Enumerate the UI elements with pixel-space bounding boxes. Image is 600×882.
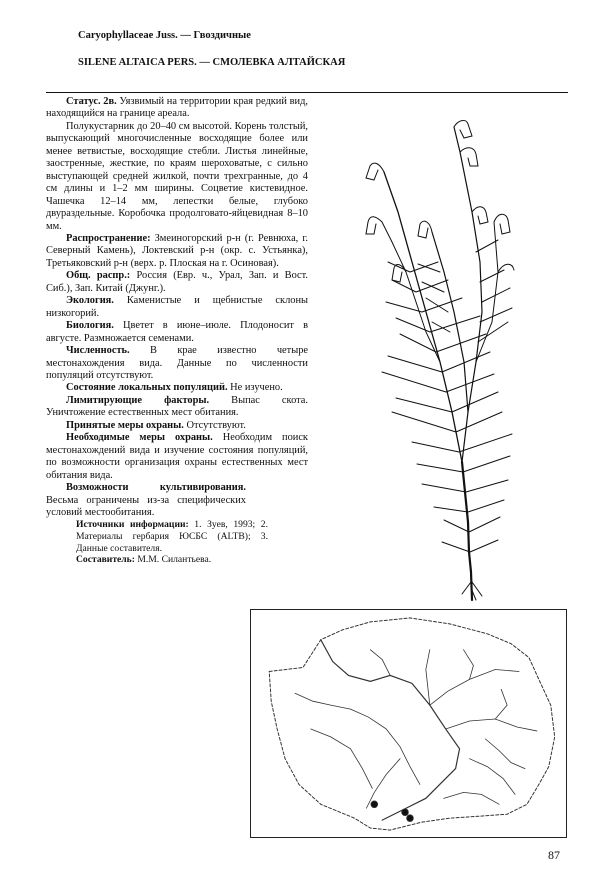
locality-dot [402, 809, 409, 816]
ecology-label: Экология. [66, 295, 114, 307]
cultivation-paragraph [46, 482, 246, 519]
ecology-paragraph [46, 295, 308, 320]
general-distribution-label: Общ. распр.: [66, 270, 131, 282]
biology-label: Биология. [66, 320, 114, 332]
taken-measures-label: Принятые меры охраны. [66, 419, 184, 431]
status-paragraph [46, 96, 308, 121]
sources-text: 1. Зуев, 1993; 2. Материалы гербария ЮСБС (ALTB); 3. Данные составителя. [76, 519, 268, 554]
local-populations-text: Не изучено. [227, 382, 283, 394]
species-text-column [46, 96, 308, 566]
general-distribution-text: Россия (Евр. ч., Урал, Зап. и Вост. Сиб.), Зап. Китай (Джунг.). [46, 270, 309, 294]
locality-dot [371, 801, 378, 808]
needed-measures-paragraph [46, 432, 308, 482]
needed-measures-label: Необходимые меры охраны. [66, 432, 213, 444]
distribution-text: Змеиногорский р-н (г. Ревнюха, г. Северный Камень), Локтевский р-н (окр. с. Устьянка), Третьяковский р-н (верх. р. Плоская на г. Осиновая). [46, 232, 308, 269]
numbers-text: В крае известно четыре местонахождения вида. Данные по численности популяций отсутствуют. [46, 345, 308, 381]
distribution-map [250, 609, 567, 838]
local-populations-paragraph [46, 382, 308, 394]
species-heading: SILENE ALTAICA PERS. — СМОЛЕВКА АЛТАЙСКАЯ [78, 57, 346, 68]
plant-illustration [322, 112, 532, 602]
numbers-label: Численность. [66, 345, 130, 357]
limiting-factors-label: Лимитирующие факторы. [66, 394, 210, 406]
cultivation-text: Весьма ограничены из-за специфических условий местообитания. [46, 494, 246, 518]
cultivation-label: Возможности культивирования. [66, 482, 246, 494]
taken-measures-text: Отсутствуют. [183, 419, 246, 431]
distribution-label: Распространение: [66, 232, 151, 244]
family-heading: Caryophyllaceae Juss. — Гвоздичные [78, 30, 251, 41]
distribution-paragraph [46, 233, 308, 270]
description-paragraph: Полукустарник до 20–40 см высотой. Корень толстый, выпускающий многочисленные восходящие более или менее ветвистые, восходящие стебли. Листья линейные, заостренные, жесткие, по краям шероховатые, с сильно выступающей средней жилкой, почти трехгранные, до 4 см длины и 1–2 мм ширины. Соцветие кистевидное. Чашечка 12–14 мм, лепестки белые, глубоко двураздельные. Коробочка продолговато-яйцевидная 8–10 мм. [46, 120, 308, 232]
territory-map [251, 610, 566, 837]
limiting-factors-text: Выпас скота. Уничтожение естественных мест обитания. [46, 394, 309, 419]
sources-label: Источники информации: [76, 519, 189, 531]
general-distribution-paragraph [46, 270, 308, 295]
page-header [78, 30, 568, 68]
biology-paragraph [46, 320, 308, 345]
taken-measures-paragraph [46, 420, 308, 432]
page-number: 87 [548, 848, 560, 862]
sources-paragraph [76, 519, 268, 554]
needed-measures-text: Необходим поиск местонахождений вида и изучение состояния популяций, по возможности организация охраны естественных мест обитания вида. [46, 432, 308, 481]
compiler-paragraph [76, 554, 268, 566]
status-label: Статус. 2в. [66, 96, 117, 107]
biology-text: Цветет в июне–июле. Плодоносит в августе. Размножается семенами. [46, 320, 308, 344]
header-rule [46, 92, 568, 93]
status-text: Уязвимый на территории края редкий вид, находящийся на границе ареала. [46, 96, 308, 120]
locality-dot [407, 815, 414, 822]
ecology-text: Каменистые и щебнистые склоны низкогорий. [46, 295, 308, 319]
compiler-name: М.М. Силантьева. [134, 554, 212, 566]
limiting-factors-paragraph [46, 395, 308, 420]
numbers-paragraph [46, 345, 308, 382]
compiler-label: Составитель: [76, 554, 135, 566]
sources-block [76, 519, 268, 565]
local-populations-label: Состояние локальных популяций. [66, 382, 228, 394]
